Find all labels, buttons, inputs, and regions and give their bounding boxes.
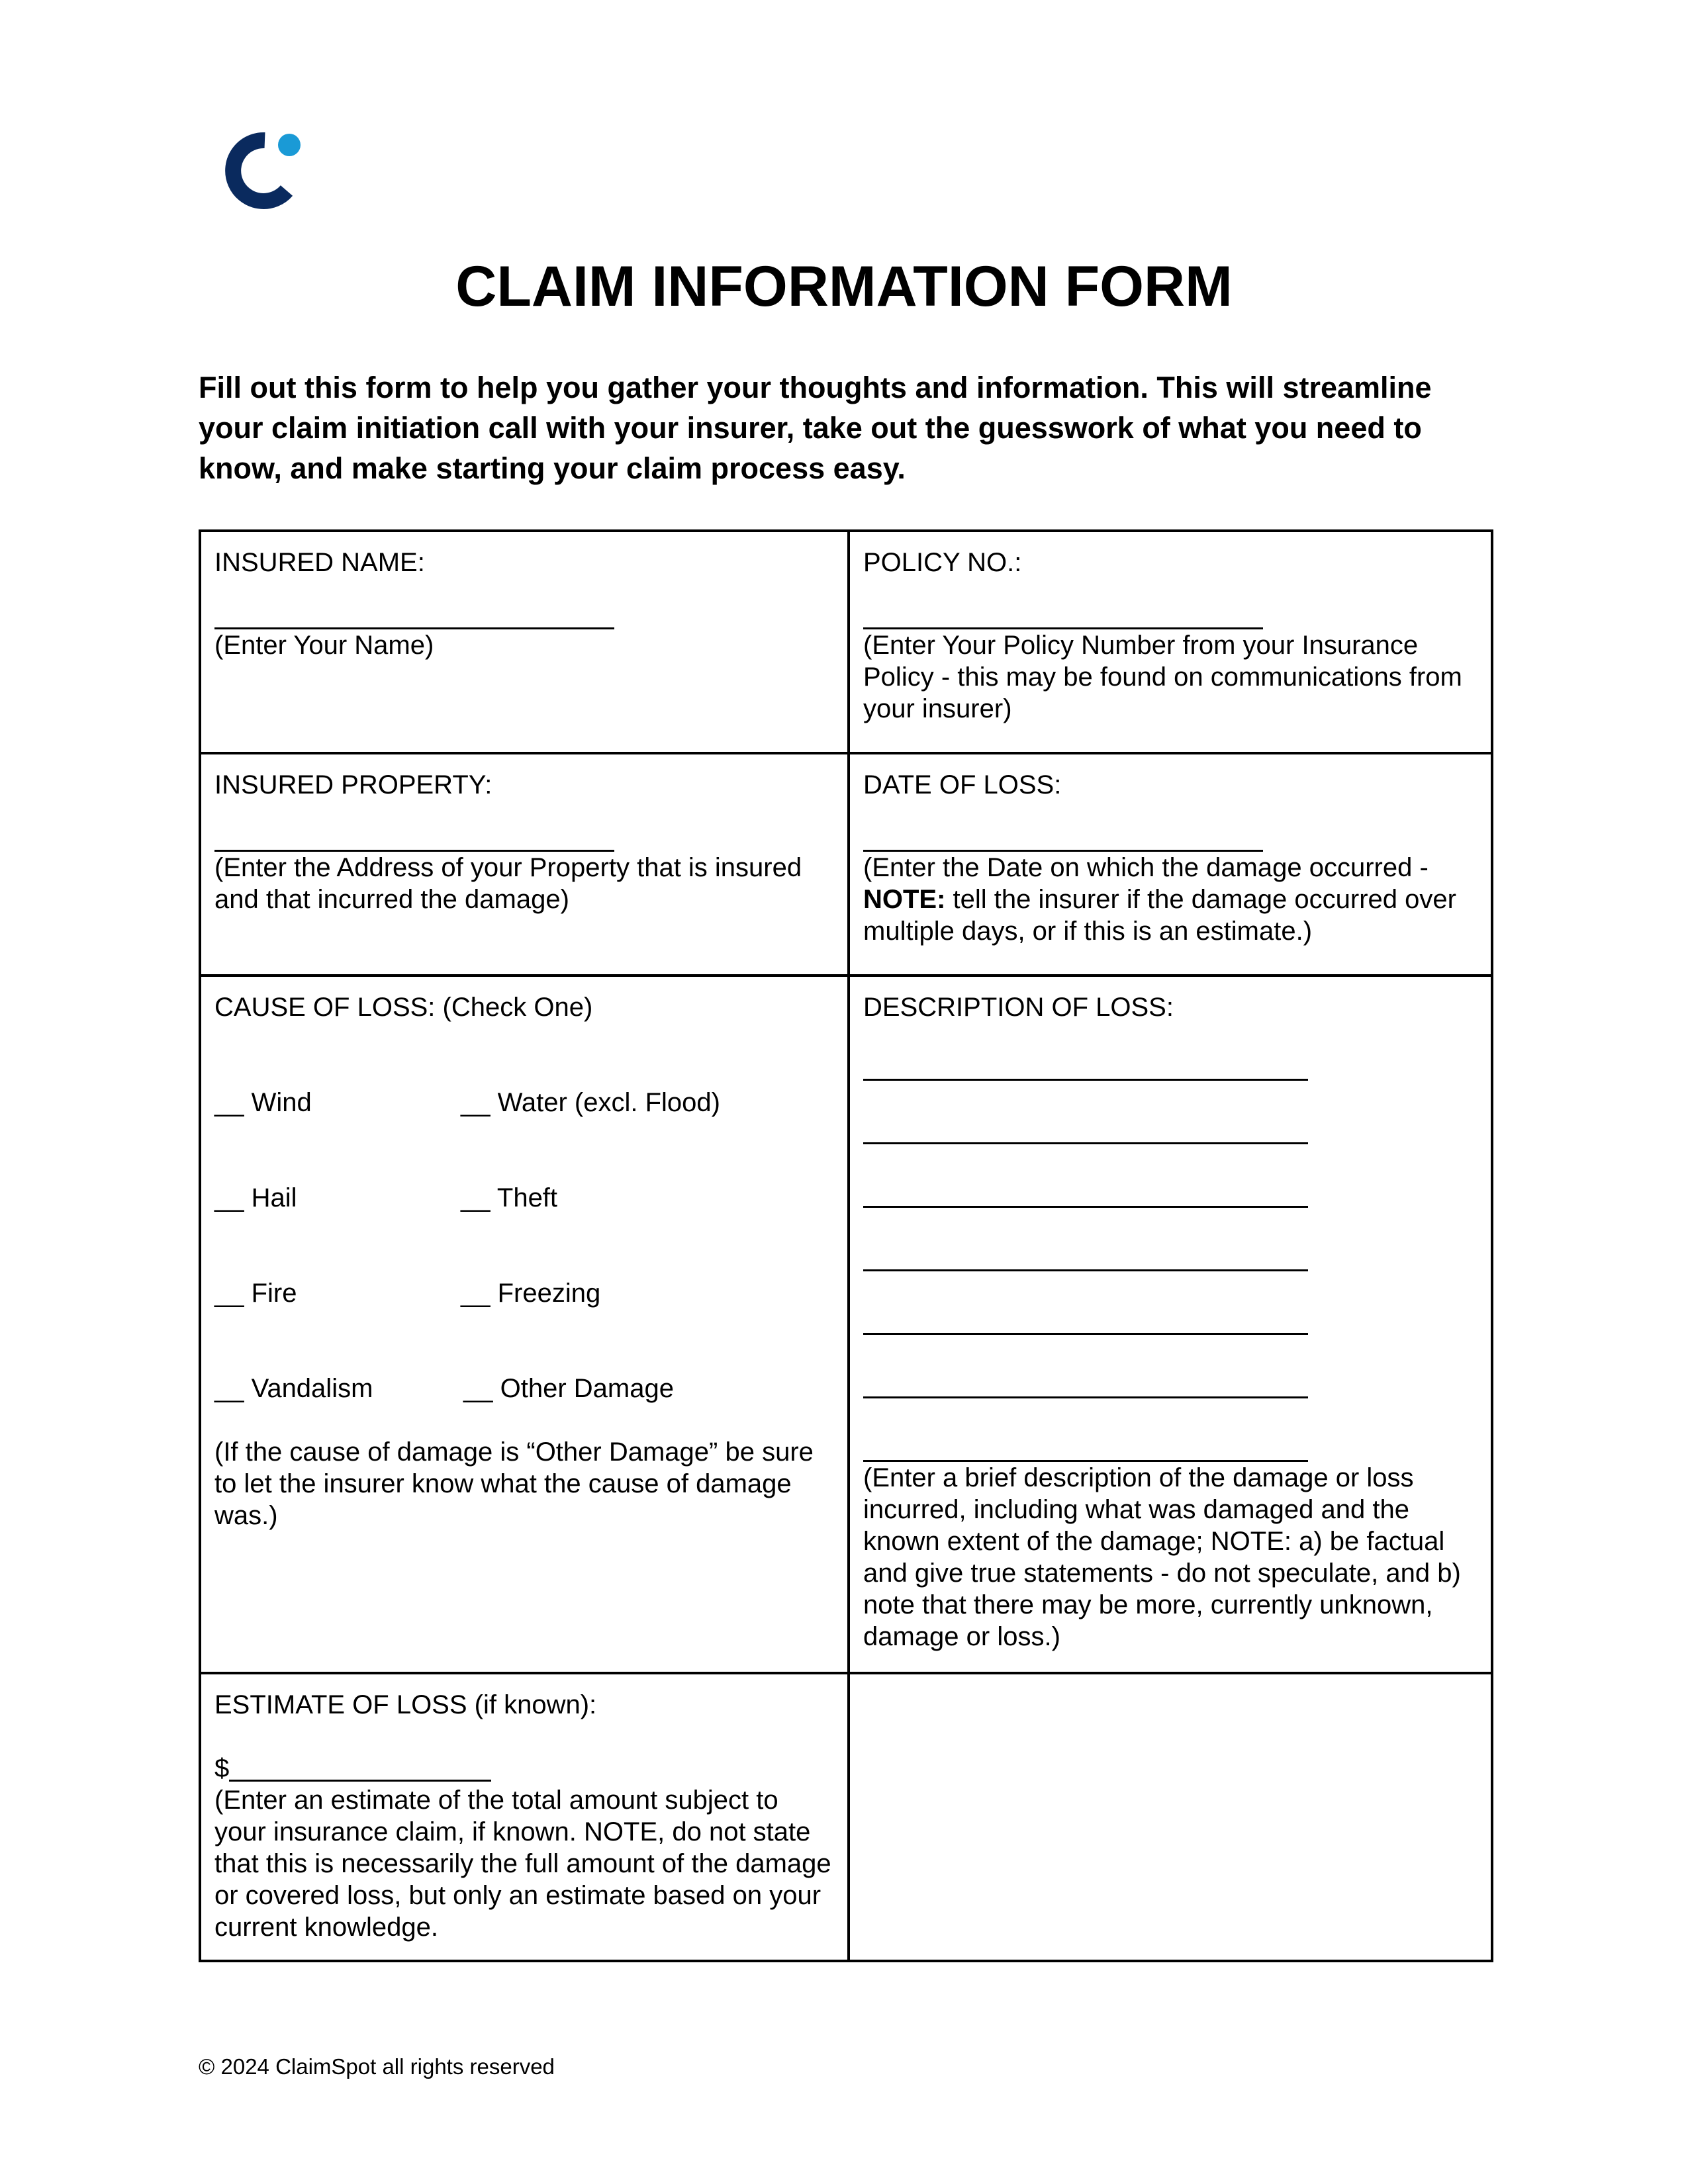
description-line[interactable] [863, 1269, 1308, 1271]
description-line[interactable] [863, 1142, 1308, 1144]
cause-option-hail[interactable]: __ Hail [214, 1183, 297, 1212]
note-emphasis: NOTE: [863, 885, 946, 914]
currency-symbol: $ [214, 1754, 230, 1783]
insured-property-help: (Enter the Address of your Property that is insured and that incurred the damage) [214, 853, 802, 914]
claimspot-logo-icon [224, 130, 306, 212]
cause-option-theft[interactable]: __ Theft [461, 1183, 558, 1212]
description-line[interactable] [863, 1396, 1308, 1398]
cause-of-loss-help: (If the cause of damage is “Other Damage” be sure to let the insurer know what the cause of damage was.) [214, 1437, 814, 1530]
description-of-loss-help: (Enter a brief description of the damage or loss incurred, including what was damaged and the known extent of the damage; NOTE: a) be factual and give true statements - do not speculate, and b) note that there may be more, currently unknown, damage or loss.) [863, 1463, 1461, 1651]
form-title: CLAIM INFORMATION FORM [455, 255, 1233, 318]
intro-text: Fill out this form to help you gather your thoughts and information. This will streamline your claim initiation call with your insurer, take out the guesswork of what you need to know, and make starting your claim process easy. [199, 371, 1432, 485]
claim-form-table [199, 529, 1493, 1962]
estimate-of-loss-label: ESTIMATE OF LOSS (if known): [214, 1690, 597, 1719]
insured-name-cell [201, 532, 847, 752]
estimate-amount-field[interactable] [229, 1780, 491, 1782]
insured-property-label: INSURED PROPERTY: [214, 770, 492, 799]
cause-option-freezing[interactable]: __ Freezing [461, 1279, 601, 1308]
copyright-footer: © 2024 ClaimSpot all rights reserved [199, 2054, 555, 2079]
empty-cell [850, 1674, 1491, 1962]
cause-option-water[interactable]: __ Water (excl. Flood) [461, 1088, 720, 1117]
policy-no-help: (Enter Your Policy Number from your Insurance Policy - this may be found on communications from your insurer) [863, 631, 1462, 723]
cause-of-loss-cell [201, 977, 847, 1672]
policy-no-cell [850, 532, 1491, 752]
insured-name-help: (Enter Your Name) [214, 631, 434, 660]
policy-no-label: POLICY NO.: [863, 548, 1022, 577]
cause-option-vandalism[interactable]: __ Vandalism [214, 1374, 373, 1403]
insured-name-label: INSURED NAME: [214, 548, 425, 577]
cause-option-fire[interactable]: __ Fire [214, 1279, 297, 1308]
cause-option-wind[interactable]: __ Wind [214, 1088, 312, 1117]
date-of-loss-label: DATE OF LOSS: [863, 770, 1062, 799]
cause-option-other-damage[interactable]: __ Other Damage [463, 1374, 674, 1403]
estimate-of-loss-cell [201, 1674, 847, 1962]
estimate-of-loss-help: (Enter an estimate of the total amount subject to your insurance claim, if known. NOTE, do not state that this is necessarily the full amount of the damage or covered loss, but only an estimate based on your current knowledge. [214, 1786, 831, 1942]
description-line[interactable] [863, 1333, 1308, 1335]
date-of-loss-help: (Enter the Date on which the damage occurred - NOTE: tell the insurer if the damage occurred over multiple days, or if this is an estimate.) [863, 853, 1456, 946]
date-of-loss-cell [850, 754, 1491, 974]
description-line[interactable] [863, 1206, 1308, 1208]
insured-property-cell [201, 754, 847, 974]
cause-of-loss-label: CAUSE OF LOSS: (Check One) [214, 993, 593, 1022]
description-line[interactable] [863, 1079, 1308, 1081]
description-of-loss-label: DESCRIPTION OF LOSS: [863, 993, 1174, 1022]
description-of-loss-cell [850, 977, 1491, 1672]
